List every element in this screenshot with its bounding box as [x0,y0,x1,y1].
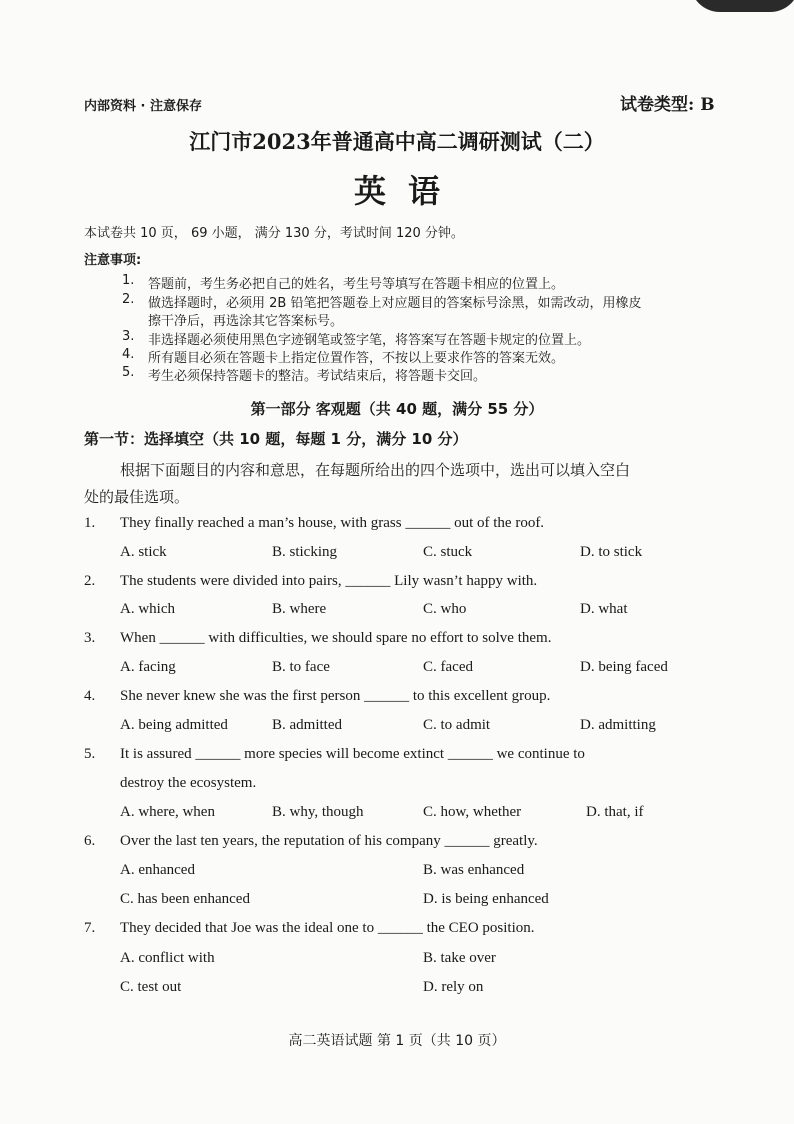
instruction-text: 根据下面题目的内容和意思，在每题所给出的四个选项中，选出可以填入空白 [120,461,631,479]
internal-label: 内部资料 · 注意保存 [84,99,202,114]
option-b: B. was enhanced [423,862,525,878]
note-number: 4. [122,347,135,362]
option-d: D. is being enhanced [423,891,549,907]
note-text: 非选择题必须使用黑色字迹钢笔或签字笔，将答案写在答题卡规定的位置上。 [148,333,591,348]
question-stem: Over the last ten years, the reputation of his company ______ greatly. [120,833,538,849]
note-number: 1. [122,273,135,288]
note-text: 所有题目必须在答题卡上指定位置作答，不按以上要求作答的答案无效。 [148,351,565,366]
page-footer: 高二英语试题 第 1 页（共 10 页） [288,1033,506,1049]
note-text: 考生必须保持答题卡的整洁。考试结束后，将答题卡交回。 [148,369,487,384]
note-number: 5. [122,365,135,380]
option-a: A. conflict with [120,950,215,966]
option-c: C. has been enhanced [120,891,250,907]
question-stem: She never knew she was the first person ______ to this excellent group. [120,688,551,704]
question-number: 5. [84,746,96,762]
option-b: B. to face [272,659,330,675]
question-number: 1. [84,515,96,531]
question-number: 4. [84,688,96,704]
instruction-text: 处的最佳选项。 [84,488,190,506]
option-b: B. sticking [272,544,338,560]
option-d: D. what [580,601,628,617]
option-d: D. that, if [586,804,644,820]
option-a: A. being admitted [120,717,228,733]
question-number: 2. [84,573,96,589]
option-b: B. take over [423,950,496,966]
note-text: 擦干净后，再选涂其它答案标号。 [148,314,344,329]
notes-title: 注意事项: [84,253,142,268]
exam-info: 本试卷共 10 页， 69 小题， 满分 130 分，考试时间 120 分钟。 [84,226,464,241]
question-stem: They finally reached a man’s house, with grass ______ out of the roof. [120,515,545,531]
question-stem: The students were divided into pairs, ______ Lily wasn’t happy with. [120,573,538,589]
note-text: 答题前，考生务必把自己的姓名，考生号等填写在答题卡相应的位置上。 [148,277,565,292]
option-c: C. stuck [423,544,473,560]
question-stem: They decided that Joe was the ideal one to ______ the CEO position. [120,920,535,936]
option-c: C. test out [120,979,182,995]
subject-title: 英语 [353,172,462,210]
note-text: 做选择题时，必须用 2B 铅笔把答题卷上对应题目的答案标号涂黑，如需改动，用橡皮 [148,296,642,311]
option-d: D. to stick [580,544,643,560]
option-d: D. being faced [580,659,668,675]
note-number: 3. [122,329,135,344]
option-b: B. why, though [272,804,364,820]
option-c: C. who [423,601,467,617]
scan-shadow [690,0,794,12]
option-c: C. to admit [423,717,491,733]
section-title: 第一节：选择填空（共 10 题，每题 1 分，满分 10 分） [84,430,468,448]
option-a: A. enhanced [120,862,195,878]
part-title: 第一部分 客观题（共 40 题，满分 55 分） [250,400,544,418]
question-number: 6. [84,833,96,849]
note-number: 2. [122,292,135,307]
option-b: B. where [272,601,327,617]
paper-type-label: 试卷类型: B [620,95,715,115]
option-d: D. admitting [580,717,656,733]
option-d: D. rely on [423,979,484,995]
question-number: 7. [84,920,96,936]
option-b: B. admitted [272,717,342,733]
exam-title: 江门市2023年普通高中高二调研测试（二） [189,129,605,154]
option-c: C. how, whether [423,804,522,820]
question-stem: When ______ with difficulties, we should spare no effort to solve them. [120,630,552,646]
option-a: A. where, when [120,804,215,820]
option-a: A. which [120,601,175,617]
option-c: C. faced [423,659,473,675]
option-a: A. stick [120,544,167,560]
question-stem-continued: destroy the ecosystem. [120,775,257,791]
question-stem: It is assured ______ more species will become extinct ______ we continue to [120,746,585,762]
question-number: 3. [84,630,96,646]
option-a: A. facing [120,659,176,675]
